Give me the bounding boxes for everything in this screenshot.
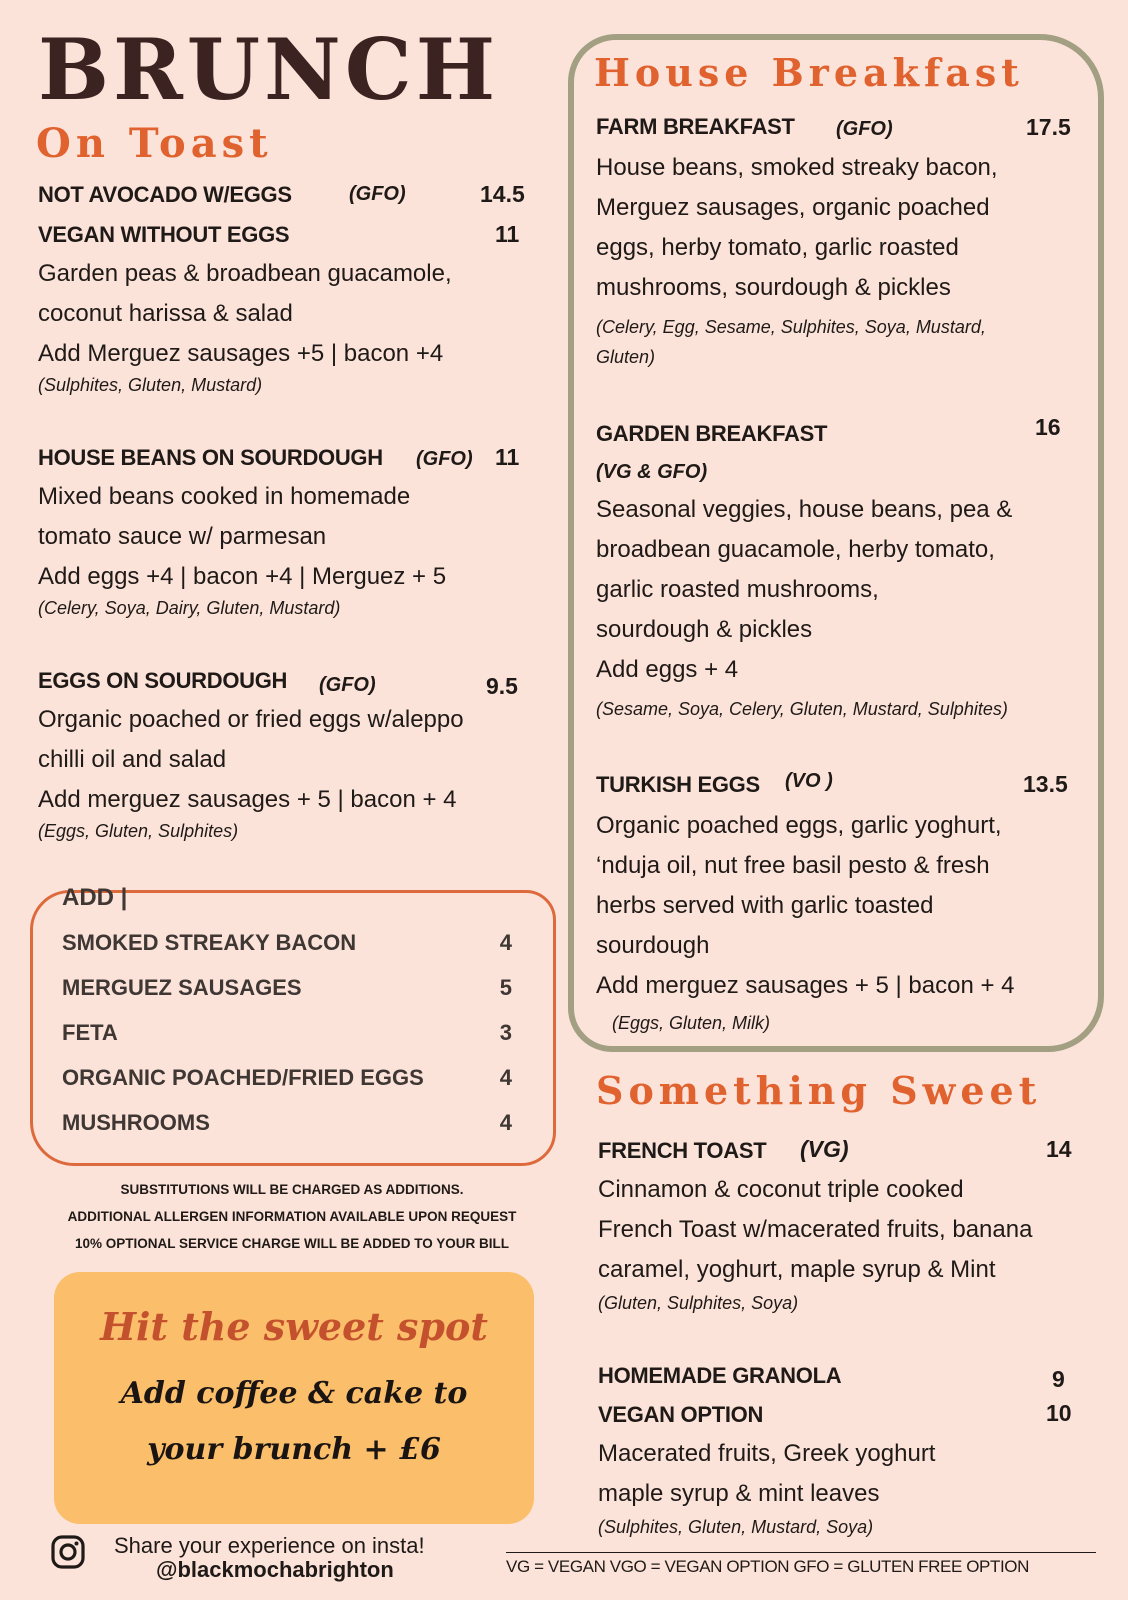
add-on-row: SMOKED STREAKY BACON 4 <box>62 930 512 955</box>
item-name: FARM BREAKFAST <box>596 114 795 139</box>
item-price: 9.5 <box>486 673 518 699</box>
dietary-legend: VG = VEGAN VGO = VEGAN OPTION GFO = GLUTEN FREE OPTION <box>506 1552 1096 1577</box>
item-tag: (VO ) <box>785 770 833 792</box>
item-tag: (GFO) <box>319 674 376 696</box>
item-description: Seasonal veggies, house beans, pea & broadbean guacamole, herby tomato, garlic roasted mushrooms, sourdough & pickles Add eggs + 4 <box>596 496 1013 683</box>
promo-line: your brunch + £6 <box>147 1432 441 1467</box>
item-name: FRENCH TOAST <box>598 1138 767 1163</box>
section-heading-house-breakfast: House Breakfast <box>594 50 1024 95</box>
instagram-handle[interactable]: @blackmochabrighton <box>156 1557 394 1582</box>
item-tag: (VG & GFO) <box>596 461 708 483</box>
allergen-info: (Sulphites, Gluten, Mustard, Soya) <box>598 1517 874 1537</box>
promo-line: Add coffee & cake to <box>120 1376 468 1411</box>
allergen-info: (Eggs, Gluten, Sulphites) <box>38 821 239 841</box>
menu-title: BRUNCH <box>38 20 500 119</box>
item-name: VEGAN WITHOUT EGGS <box>38 222 290 247</box>
item-price: 16 <box>1035 414 1061 440</box>
section-heading-on-toast: On Toast <box>36 120 273 167</box>
item-price: 11 <box>495 444 520 470</box>
instagram-icon[interactable] <box>50 1534 86 1570</box>
item-description: Macerated fruits, Greek yoghurt maple syrup & mint leaves <box>598 1440 936 1507</box>
item-tag: (GFO) <box>836 118 893 140</box>
promo-title: Hit the sweet spot <box>100 1304 488 1349</box>
section-heading-something-sweet: Something Sweet <box>596 1068 1042 1113</box>
item-name: HOMEMADE GRANOLA <box>598 1363 842 1388</box>
item-description: House beans, smoked streaky bacon, Merguez sausages, organic poached eggs, herby tomato, garlic roasted mushrooms, sourdough & pickles <box>596 154 998 301</box>
item-description: Organic poached eggs, garlic yoghurt, ‘nduja oil, nut free basil pesto & fresh herbs served with garlic toasted sourdough Add merguez sausages + 5 | bacon + 4 <box>596 812 1015 999</box>
item-name: EGGS ON SOURDOUGH <box>38 668 288 693</box>
item-price: 14 <box>1046 1136 1072 1162</box>
notice-substitutions: SUBSTITUTIONS WILL BE CHARGED AS ADDITIONS. <box>120 1182 464 1197</box>
item-tag: (GFO) <box>349 183 406 205</box>
item-tag: (VG) <box>800 1136 849 1162</box>
item-description: Organic poached or fried eggs w/aleppo chilli oil and salad Add merguez sausages + 5 | bacon + 4 <box>38 706 464 813</box>
allergen-info: (Celery, Soya, Dairy, Gluten, Mustard) <box>38 598 341 618</box>
item-name: VEGAN OPTION <box>598 1402 764 1427</box>
add-on-row: MERGUEZ SAUSAGES 5 <box>62 975 512 1000</box>
item-price: 14.5 <box>480 181 525 207</box>
item-name: HOUSE BEANS ON SOURDOUGH <box>38 445 383 470</box>
item-description: Garden peas & broadbean guacamole, coconut harissa & salad Add Merguez sausages +5 | bacon +4 <box>38 260 452 367</box>
item-price: 9 <box>1052 1366 1065 1392</box>
add-on-row: MUSHROOMS 4 <box>62 1110 512 1135</box>
item-name: TURKISH EGGS <box>596 772 760 797</box>
share-text: Share your experience on insta! <box>114 1533 425 1558</box>
item-description: Cinnamon & coconut triple cooked French Toast w/macerated fruits, banana caramel, yoghurt, maple syrup & Mint <box>598 1176 1033 1283</box>
item-price: 17.5 <box>1026 114 1071 140</box>
notice-allergen: ADDITIONAL ALLERGEN INFORMATION AVAILABLE UPON REQUEST <box>67 1209 517 1224</box>
add-on-row: FETA 3 <box>62 1020 512 1045</box>
item-price: 13.5 <box>1023 771 1068 797</box>
allergen-info: (Celery, Egg, Sesame, Sulphites, Soya, Mustard, Gluten) <box>596 317 986 367</box>
item-name: NOT AVOCADO W/EGGS <box>38 182 292 207</box>
item-description: Mixed beans cooked in homemade tomato sauce w/ parmesan Add eggs +4 | bacon +4 | Merguez + 5 <box>38 483 447 590</box>
allergen-info: (Sulphites, Gluten, Mustard) <box>38 375 263 395</box>
add-on-row: ORGANIC POACHED/FRIED EGGS 4 <box>62 1065 512 1090</box>
notice-service-charge: 10% OPTIONAL SERVICE CHARGE WILL BE ADDED TO YOUR BILL <box>74 1236 510 1251</box>
item-tag: (GFO) <box>416 448 473 470</box>
item-price: 11 <box>495 221 520 247</box>
add-ons-heading: ADD | <box>62 884 128 911</box>
item-name: GARDEN BREAKFAST <box>596 421 828 446</box>
allergen-info: (Eggs, Gluten, Milk) <box>612 1013 771 1033</box>
allergen-info: (Gluten, Sulphites, Soya) <box>598 1293 799 1313</box>
item-price: 10 <box>1046 1400 1072 1426</box>
allergen-info: (Sesame, Soya, Celery, Gluten, Mustard, Sulphites) <box>596 699 1008 719</box>
